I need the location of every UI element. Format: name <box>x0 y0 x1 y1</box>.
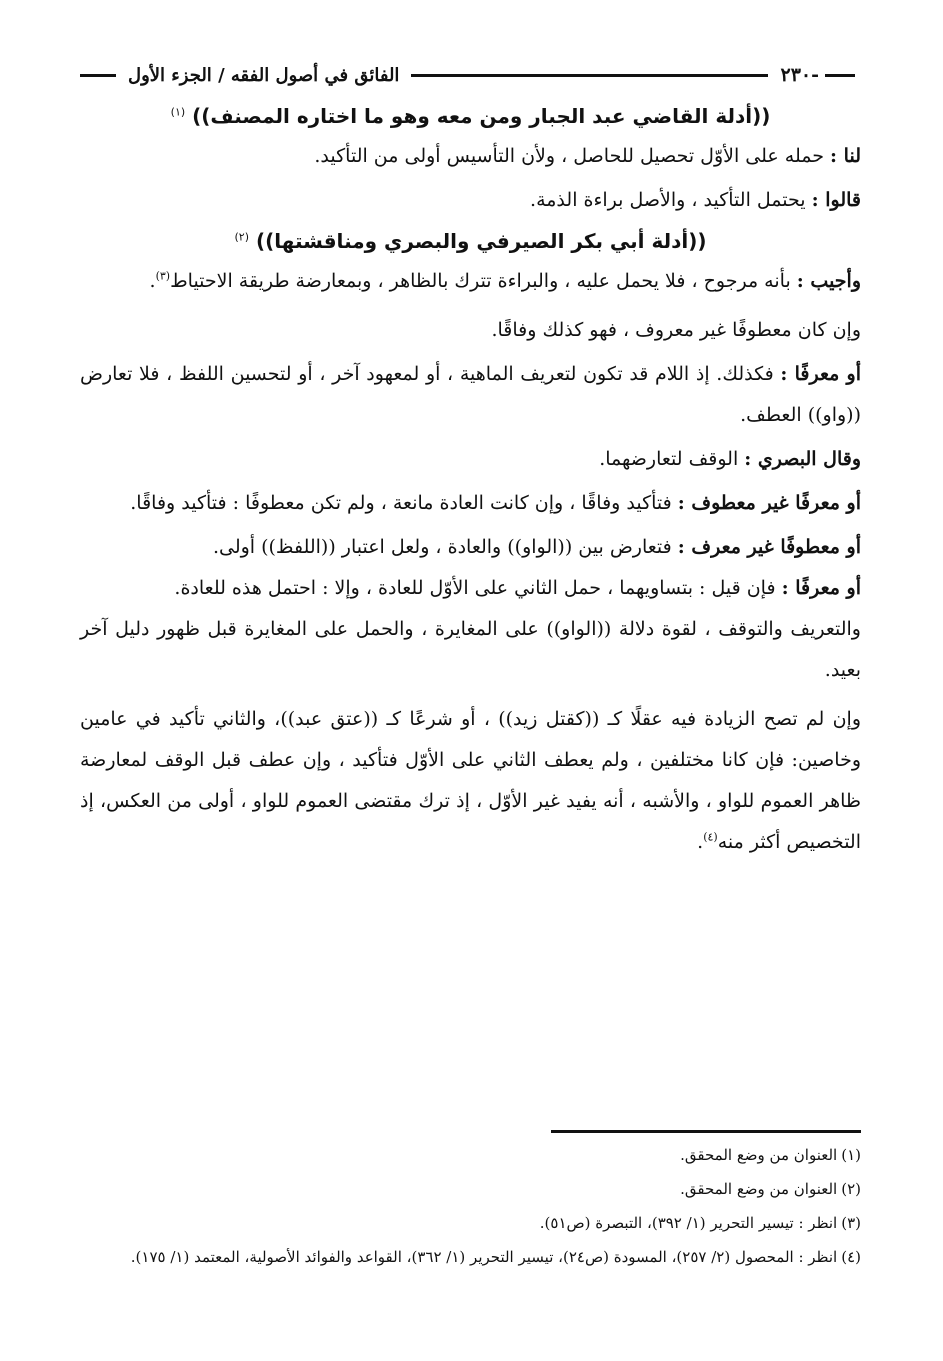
footnote: (٤)انظر : المحصول (٢/ ٢٥٧)، المسودة (ص٢٤)، تيسير التحرير (١/ ٣٦٢)، القواعد والفوائد الأصولية، المعتمد (١/ ١٧٥). <box>130 1248 861 1266</box>
footnote-separator <box>551 1130 861 1133</box>
paragraph: وقال البصري : الوقف لتعارضهما. <box>599 448 861 470</box>
running-header <box>80 58 861 92</box>
main-text <box>80 96 861 863</box>
footnote: (٢)العنوان من وضع المحقق. <box>680 1180 861 1198</box>
footnote-ref[interactable]: (٤) <box>703 830 718 844</box>
paragraph: وأجيب : بأنه مرجوح ، فلا يحمل عليه ، والبراءة تترك بالظاهر ، وبمعارضة طريقة الاحتياط$^{(٣)}$. <box>149 269 861 292</box>
footnote-ref[interactable]: (٢) <box>234 230 249 244</box>
footnote-ref[interactable]: (٣) <box>155 269 171 283</box>
section-heading: ((أدلة القاضي عبد الجبار ومن معه وهو ما اختاره المصنف)) $^{(١)}$ <box>170 104 771 128</box>
paragraph: أو معطوفًا غير معرف : فتعارض بين ((الواو)) والعادة ، ولعل اعتبار ((اللفظ)) أولى. <box>212 536 861 558</box>
running-title: الفائق في أصول الفقه / الجزء الأول <box>128 64 400 86</box>
paragraph: أو معرفًا : فإن قيل : بتساويهما ، حمل الثاني على الأوّل للعادة ، وإلا : احتمل هذه للعادة. <box>174 577 861 599</box>
paragraph: أو معرفًا غير معطوف : فتأكيد وفاقًا ، وإن كانت العادة مانعة ، ولم تكن معطوفًا : فتأكيد وفاقًا. <box>130 492 861 514</box>
paragraph: والتعريف والتوقف ، لقوة دلالة ((الواو)) على المغايرة ، والحمل على المغايرة قبل ظهور دليل آخر بعيد. <box>80 618 861 681</box>
paragraph: وإن لم تصح الزيادة فيه عقلًا كـ ((كقتل زيد)) ، أو شرعًا كـ ((عتق عبد))، والثاني تأكيد في عامين وخاصين: فإن كانا مختلفين ، ولم يعطف الثاني على الأوّل فتأكيد ، وإن عطف قبل الوقف لمعارضة ظاهر العموم للواو ، والأشبه ، أنه يفيد غير الأوّل ، إذ ترك مقتضى العموم للواو ، أولى من العكس، إذ التخصيص أكثر منه$^{(٤)}$. <box>80 708 862 853</box>
paragraph: قالوا : يحتمل التأكيد ، والأصل براءة الذمة. <box>530 189 861 211</box>
footnote: (٣)انظر : تيسير التحرير (١/ ٣٩٢)، التبصرة (ص٥١). <box>539 1214 861 1232</box>
paragraph: لنا : حمله على الأوّل تحصيل للحاصل ، ولأن التأسيس أولى من التأكيد. <box>314 145 861 167</box>
page-number: -٢٣٠ <box>780 64 819 86</box>
paragraph: أو معرفًا : فكذلك. إذ اللام قد تكون لتعريف الماهية ، أو لمعهود آخر ، أو لتحسين اللفظ ، فلا تعارض ((واو)) العطف. <box>80 363 861 426</box>
header-rule <box>80 74 116 77</box>
header-rule <box>825 74 855 77</box>
section-heading: ((أدلة أبي بكر الصيرفي والبصري ومناقشتها)) $^{(٢)}$ <box>234 229 707 253</box>
footnote-ref[interactable]: (١) <box>170 105 186 119</box>
header-rule <box>411 74 768 77</box>
footnotes <box>80 1138 861 1274</box>
footnote: (١)العنوان من وضع المحقق. <box>680 1146 861 1164</box>
paragraph: وإن كان معطوفًا غير معروف ، فهو كذلك وفاقًا. <box>491 319 861 341</box>
